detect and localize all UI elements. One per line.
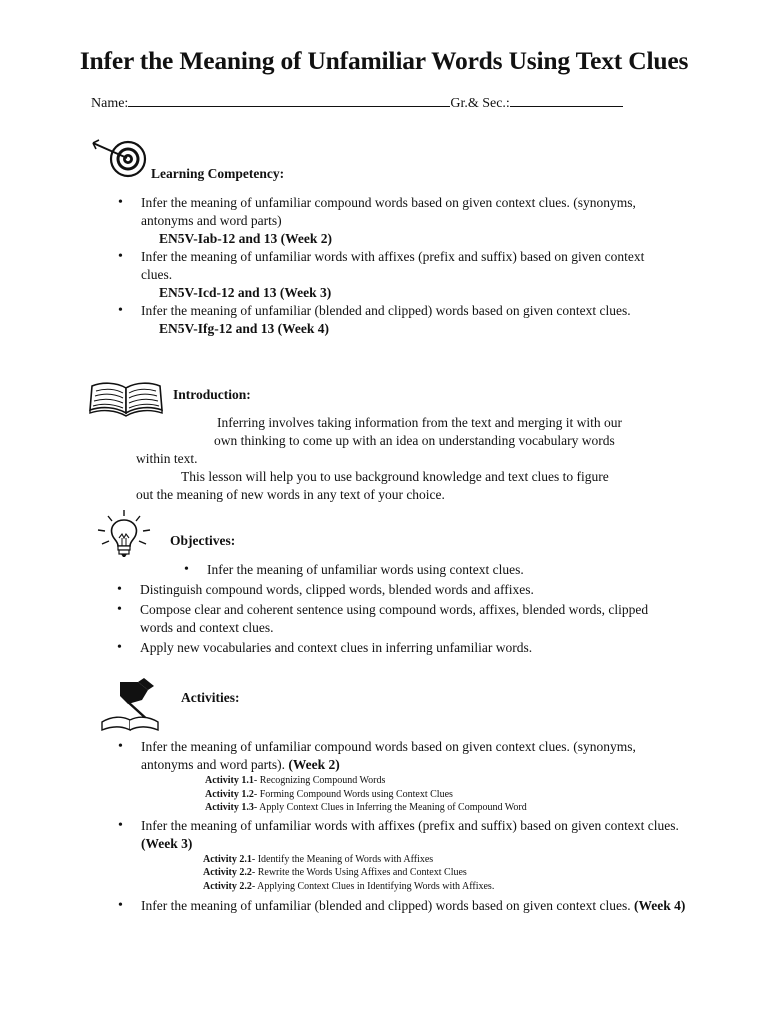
activity-label: Activity 1.3 <box>205 802 254 813</box>
activity-desc: - Applying Context Clues in Identifying Words with Affixes. <box>251 880 495 892</box>
activities-list <box>141 738 686 915</box>
activity-line <box>203 853 686 867</box>
activity-label: Activity 2.2 <box>203 867 252 878</box>
activity-group <box>141 897 686 915</box>
competency-section <box>151 165 284 183</box>
competency-code: EN5V-Icd-12 and 13 (Week 3) <box>159 285 332 300</box>
writing-hand-icon <box>98 676 164 732</box>
activity-group-text: Infer the meaning of unfamiliar (blended and clipped) words based on given context clues. <box>141 898 631 913</box>
grsec-blank[interactable] <box>510 94 623 107</box>
introduction-section <box>173 386 251 404</box>
name-section-line <box>91 94 623 112</box>
competency-list <box>141 194 671 338</box>
activity-group-text: Infer the meaning of unfamiliar compound words based on given context clues. (synonyms, antonyms and word parts). <box>141 739 636 772</box>
activity-group <box>141 738 686 815</box>
objective-item: • Distinguish compound words, clipped words, blended words and affixes. <box>140 581 680 599</box>
activity-desc: - Recognizing Compound Words <box>253 775 386 786</box>
activities-section <box>181 689 239 707</box>
competency-text: Infer the meaning of unfamiliar (blended and clipped) words based on given context clues. <box>141 303 631 318</box>
competency-code: EN5V-Ifg-12 and 13 (Week 4) <box>159 321 329 336</box>
activity-group-week: (Week 3) <box>141 835 193 851</box>
activity-desc: - Rewrite the Words Using Affixes and Context Clues <box>251 867 467 878</box>
name-label: Name: <box>91 96 129 111</box>
activity-group-week: (Week 4) <box>633 898 686 913</box>
intro-line: within text. <box>136 451 198 466</box>
activity-line <box>205 774 686 788</box>
intro-line: Inferring involves taking information from the text and merging it with our <box>217 415 623 430</box>
objectives-section <box>170 532 235 550</box>
light-bulb-icon <box>94 508 154 560</box>
activity-desc: - Forming Compound Words using Context Clues <box>253 788 453 800</box>
competency-item <box>141 248 671 302</box>
activity-desc: - Apply Context Clues in Inferring the Meaning of Compound Word <box>253 802 527 813</box>
intro-line: out the meaning of new words in any text of your choice. <box>136 487 445 502</box>
open-book-icon <box>88 378 164 418</box>
objective-item: • Infer the meaning of unfamiliar words using context clues. <box>207 561 524 579</box>
introduction-body <box>136 414 696 504</box>
competency-text: Infer the meaning of unfamiliar compound words based on given context clues. (synonyms, antonyms and word parts) <box>141 195 636 228</box>
objectives-first <box>207 561 524 579</box>
activity-group-week: (Week 2) <box>288 757 340 772</box>
objective-item: • Apply new vocabularies and context clues in inferring unfamiliar words. <box>140 639 680 657</box>
page-title: Infer the Meaning of Unfamiliar Words Using Text Clues <box>79 46 689 75</box>
competency-text: Infer the meaning of unfamiliar words with affixes (prefix and suffix) based on given context clues. <box>141 249 645 282</box>
objective-item: • Compose clear and coherent sentence using compound words, affixes, blended words, clipped words and context clues. <box>140 601 680 637</box>
activity-line <box>203 880 686 894</box>
intro-line: This lesson will help you to use background knowledge and text clues to figure <box>181 469 609 484</box>
competency-heading: Learning Competency: <box>151 166 285 181</box>
activity-label: Activity 2.2 <box>203 880 252 892</box>
grsec-label: Gr.& Sec.: <box>450 96 510 111</box>
competency-code: EN5V-Iab-12 and 13 (Week 2) <box>159 231 333 246</box>
objectives-heading: Objectives: <box>170 533 236 548</box>
competency-item <box>141 194 671 248</box>
activities-heading: Activities: <box>181 690 240 705</box>
activity-label: Activity 2.1 <box>203 853 252 865</box>
target-icon <box>90 137 152 181</box>
objectives-list <box>140 581 680 657</box>
competency-item <box>141 302 671 338</box>
activity-line <box>205 801 686 815</box>
activity-label: Activity 1.1 <box>205 775 254 786</box>
activity-group <box>141 817 686 894</box>
activity-line <box>205 788 686 802</box>
activity-desc: - Identify the Meaning of Words with Affixes <box>251 853 434 865</box>
activity-line <box>203 866 686 880</box>
intro-line: own thinking to come up with an idea on understanding vocabulary words <box>214 433 615 448</box>
introduction-heading: Introduction: <box>173 387 251 402</box>
activity-label: Activity 1.2 <box>205 788 254 800</box>
name-blank[interactable] <box>128 94 450 107</box>
activity-group-text: Infer the meaning of unfamiliar words with affixes (prefix and suffix) based on given context clues. <box>141 817 679 833</box>
